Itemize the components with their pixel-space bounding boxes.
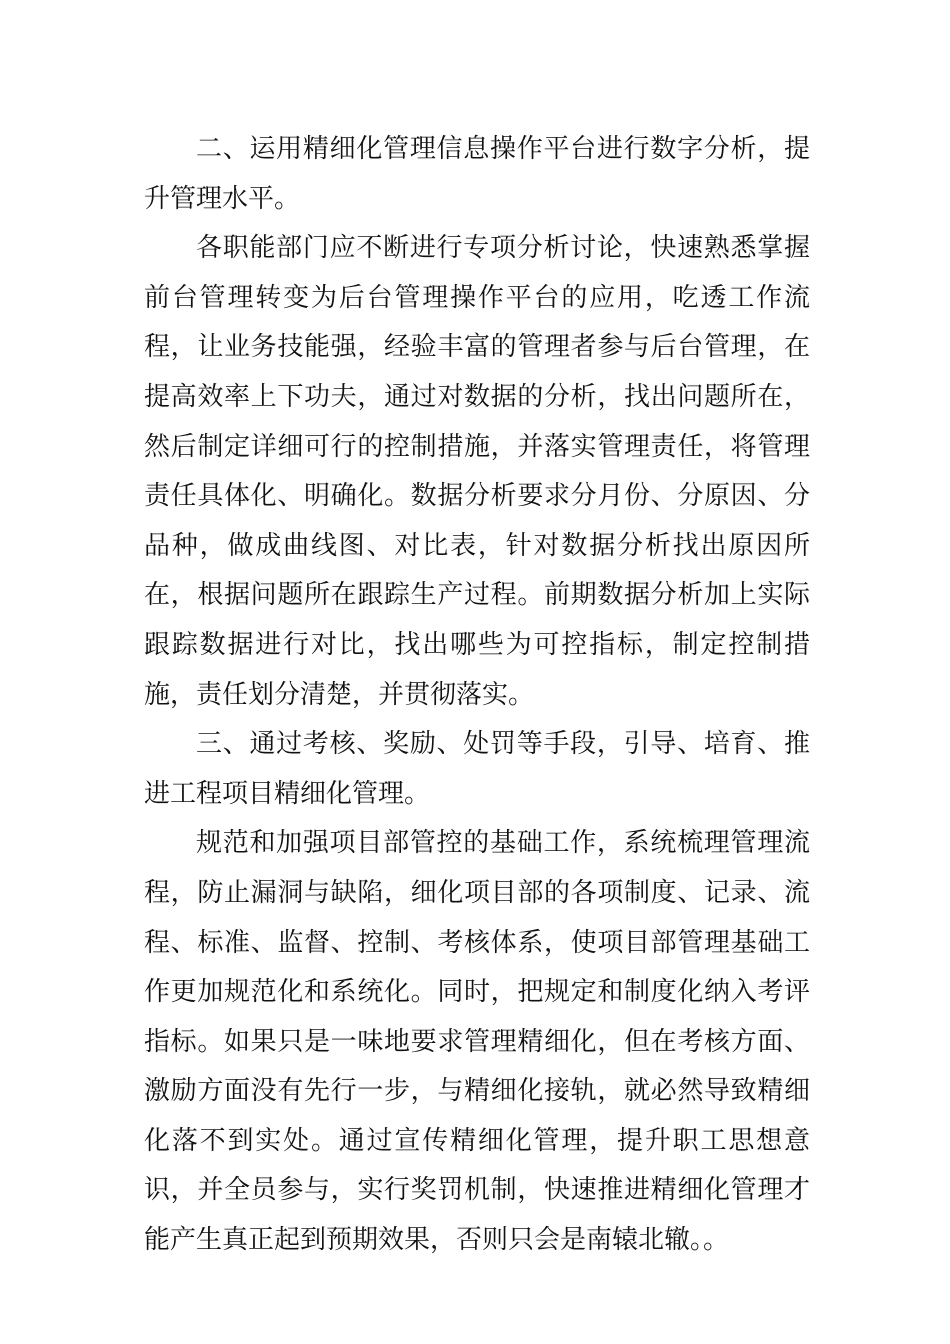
- document-body: [144, 125, 810, 1266]
- body-paragraph: 各职能部门应不断进行专项分析讨论，快速熟悉掌握前台管理转变为后台管理操作平台的应用，吃透工作流程，让业务技能强，经验丰富的管理者参与后台管理，在提高效率上下功夫，通过对数据的分析，找出问题所在，然后制定详细可行的控制措施，并落实管理责任，将管理责任具体化、明确化。数据分析要求分月份、分原因、分品种，做成曲线图、对比表，针对数据分析找出原因所在，根据问题所在跟踪生产过程。前期数据分析加上实际跟踪数据进行对比，找出哪些为可控指标，制定控制措施，责任划分清楚，并贯彻落实。: [144, 233, 810, 710]
- body-paragraph: 规范和加强项目部管控的基础工作，系统梳理管理流程，防止漏洞与缺陷，细化项目部的各项制度、记录、流程、标准、监督、控制、考核体系，使项目部管理基础工作更加规范化和系统化。同时，把规定和制度化纳入考评指标。如果只是一味地要求管理精细化，但在考核方面、激励方面没有先行一步，与精细化接轨，就必然导致精细化落不到实处。通过宣传精细化管理，提升职工思想意识，并全员参与，实行奖罚机制，快速推进精细化管理才能产生真正起到预期效果，否则只会是南辕北辙。。: [144, 828, 810, 1256]
- section-heading-2: 二、运用精细化管理信息操作平台进行数字分析，提升管理水平。: [144, 134, 810, 214]
- section-heading-3: 三、通过考核、奖励、处罚等手段，引导、培育、推进工程项目精细化管理。: [144, 729, 810, 809]
